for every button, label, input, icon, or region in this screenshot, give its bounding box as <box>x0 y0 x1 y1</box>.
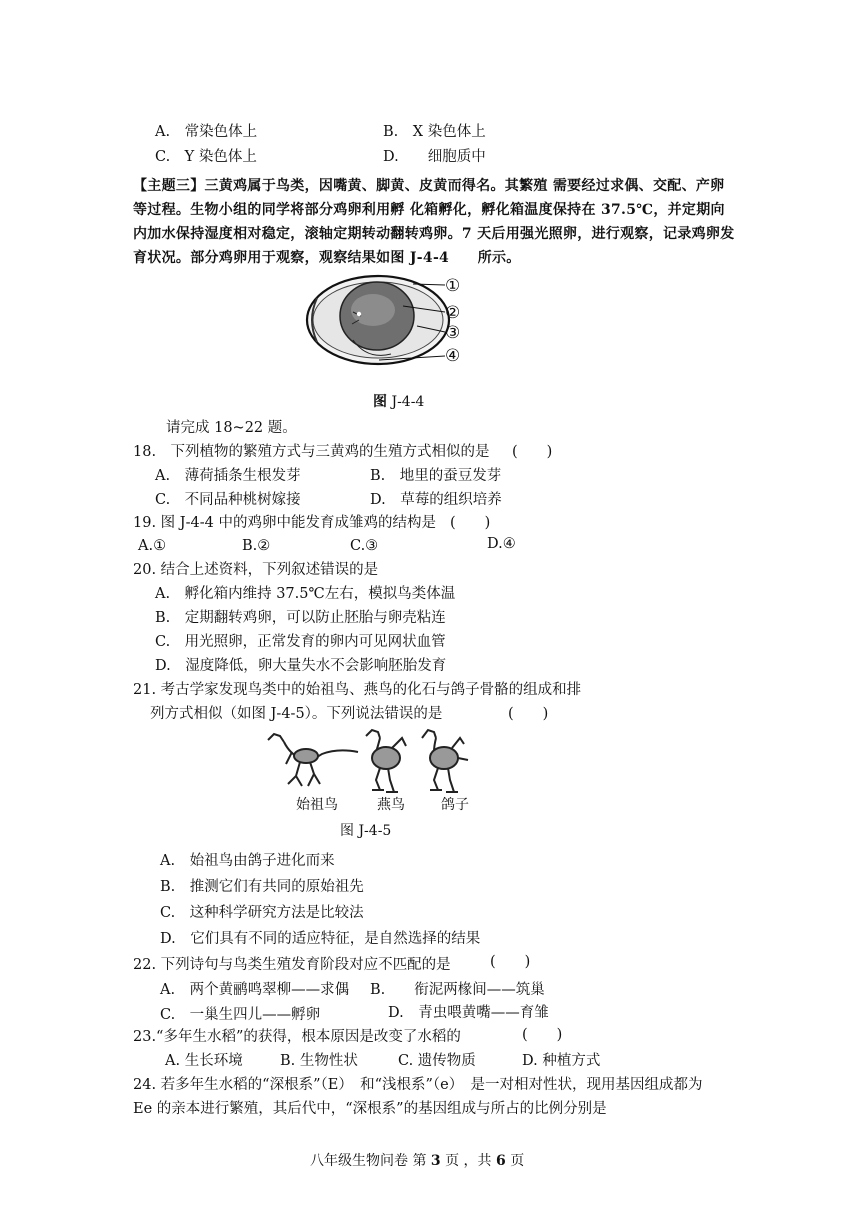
egg-label-4: ④ <box>445 346 461 366</box>
q23-option-c: C. 遗传物质 <box>398 1053 476 1069</box>
q21-answer-paren: ( ) <box>508 706 549 722</box>
q21-option-c: C. 这种科学研究方法是比较法 <box>160 905 364 921</box>
q21-option-d: D. 它们具有不同的适应特征，是自然选择的结果 <box>160 931 481 947</box>
q20-option-a: A. 孵化箱内维持 37.5℃左右，模拟鸟类体温 <box>155 586 456 602</box>
q19-answer-paren: ( ) <box>450 515 491 531</box>
current-page: 3 <box>430 1153 441 1169</box>
egg-label-2: ② <box>445 303 461 323</box>
q18-option-a: A. 薄荷插条生根发芽 <box>155 468 301 484</box>
egg-label-3: ③ <box>445 323 461 343</box>
q23-answer-paren: ( ) <box>522 1027 563 1043</box>
q17-option-a: A. 常染色体上 <box>155 124 258 140</box>
q18-option-b: B. 地里的蚕豆发芽 <box>370 468 502 484</box>
instruction: 请完成 18~22 题。 <box>166 420 297 436</box>
q21-stem-line2: 列方式相似（如图 J-4-5）。下列说法错误的是 <box>150 706 443 722</box>
q24-stem-line2: Ee 的亲本进行繁殖，其后代中，“深根系”的基因组成与所占的比例分别是 <box>133 1101 607 1117</box>
q18-answer-paren: ( ) <box>512 444 553 460</box>
q21-option-a: A. 始祖鸟由鸽子进化而来 <box>160 853 335 869</box>
q23-option-d: D. 种植方式 <box>522 1053 601 1069</box>
q19-option-b: B.② <box>242 538 271 554</box>
topic3-paragraph: 【主题三】三黄鸡属于鸟类，因嘴黄、脚黄、皮黄而得名。其繁殖 需要经过求偶、交配、产卵等过程。生物小组的同学将部分鸡卵利用孵 化箱孵化，孵化箱温度保持在 37.5℃，并定期向内加水保持湿度相对稳定，滚轴定期转动翻转鸡卵。7 天后用强光照卵，进行观察，记录鸡卵发育状况。部分鸡卵用于观察，观察结果如图 J-4-4 所示。 <box>133 178 735 266</box>
q22-option-c: C. 一巢生四儿——孵卵 <box>160 1007 321 1023</box>
page-footer: 八年级生物问卷 第 3 页 ，共 6 页 <box>310 1153 525 1169</box>
q17-option-c: C. Y 染色体上 <box>155 149 257 165</box>
q18-option-c: C. 不同品种桃树嫁接 <box>155 492 301 508</box>
q23-option-b: B. 生物性状 <box>280 1053 358 1069</box>
q20-stem: 20. 结合上述资料，下列叙述错误的是 <box>133 562 379 578</box>
fig-label-yan-bird: 燕鸟 <box>377 797 405 813</box>
q19-option-a: A.① <box>138 538 167 554</box>
q20-option-d: D. 湿度降低，卵大量失水不会影响胚胎发育 <box>155 658 447 674</box>
q22-option-b: B. 衔泥两椽间——筑巢 <box>370 982 545 998</box>
q17-option-b: B. X 染色体上 <box>383 124 486 140</box>
figure-j-4-5-caption: 图 J-4-5 <box>340 823 392 839</box>
q20-option-c: C. 用光照卵，正常发育的卵内可见网状血管 <box>155 634 446 650</box>
q22-option-a: A. 两个黄鹂鸣翠柳——求偶 <box>160 982 350 998</box>
q21-option-b: B. 推测它们有共同的原始祖先 <box>160 879 364 895</box>
q23-stem: 23.“多年生水稻”的获得，根本原因是改变了水稻的 <box>133 1029 461 1045</box>
q18-option-d: D. 草莓的组织培养 <box>370 492 502 508</box>
q19-option-c: C.③ <box>350 538 379 554</box>
q19-stem: 19. 图 J-4-4 中的鸡卵中能发育成雏鸡的结构是 <box>133 515 436 531</box>
q22-answer-paren: ( ) <box>490 954 531 970</box>
confuciusornis-skeleton <box>366 730 406 792</box>
q18-stem: 18. 下列植物的繁殖方式与三黄鸡的生殖方式相似的是 <box>133 444 490 460</box>
q22-option-d: D. 青虫喂黄嘴——育雏 <box>388 1005 549 1021</box>
q20-option-b: B. 定期翻转鸡卵，可以防止胚胎与卵壳粘连 <box>155 610 446 626</box>
fig-label-pigeon: 鸽子 <box>441 797 469 813</box>
archaeopteryx-skeleton <box>268 734 358 786</box>
total-pages: 6 <box>496 1153 506 1169</box>
q17-option-d: D. 细胞质中 <box>383 149 486 165</box>
figure-j-4-4-caption: 图 J-4-4 <box>373 394 425 410</box>
q23-option-a: A. 生长环境 <box>165 1053 243 1069</box>
q22-stem: 22. 下列诗句与鸟类生殖发育阶段对应不匹配的是 <box>133 957 451 973</box>
egg-label-1: ① <box>445 276 461 296</box>
bird-fossils-figure <box>262 724 482 800</box>
pigeon-skeleton <box>422 730 468 792</box>
q21-stem-line1: 21. 考古学家发现鸟类中的始祖鸟、燕鸟的化石与鸽子骨骼的组成和排 <box>133 682 582 698</box>
q19-option-d: D.④ <box>487 536 516 552</box>
q24-stem-line1: 24. 若多年生水稻的“深根系”（E） 和“浅根系”（e） 是一对相对性状，现用基因组成都为 <box>133 1077 703 1093</box>
fig-label-archaeopteryx: 始祖鸟 <box>296 797 338 813</box>
